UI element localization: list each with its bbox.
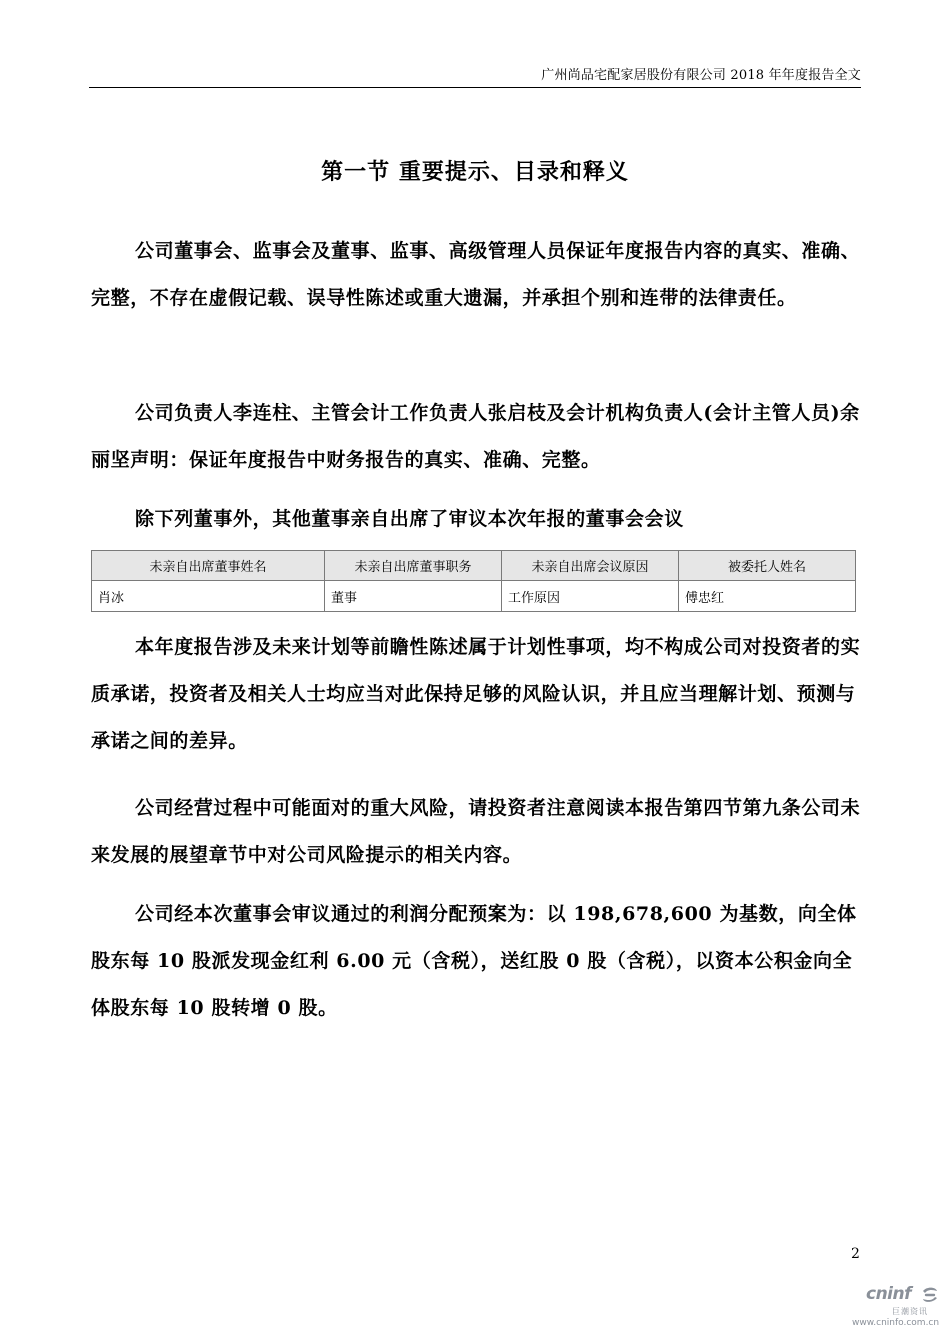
logo-url: www.cninfo.com.cn	[852, 1318, 940, 1328]
paragraph-risk-notice: 公司经营过程中可能面对的重大风险，请投资者注意阅读本报告第四节第九条公司未来发展的展望章节中对公司风险提示的相关内容。	[91, 797, 861, 866]
running-title: 广州尚品宅配家居股份有限公司 2018 年年度报告全文	[541, 68, 861, 83]
column-header-absent-director-name: 未亲自出席董事姓名	[92, 551, 325, 581]
logo-subtitle: 巨潮资讯	[892, 1307, 928, 1316]
column-header-absent-director-position: 未亲自出席董事职务	[325, 551, 502, 581]
column-header-proxy-name: 被委托人姓名	[679, 551, 856, 581]
absent-directors-table	[91, 550, 856, 612]
paragraph-financial-statement-declaration: 公司负责人李连柱、主管会计工作负责人张启枝及会计机构负责人(会计主管人员)余丽坚声明：保证年度报告中财务报告的真实、准确、完整。	[91, 402, 860, 471]
cninfo-swirl-icon	[920, 1286, 940, 1304]
cell-absence-reason: 工作原因	[502, 581, 679, 612]
page-number: 2	[851, 1246, 860, 1262]
table-header-row	[92, 551, 856, 581]
cninfo-watermark-logo	[852, 1284, 948, 1336]
table-row	[92, 581, 856, 612]
logo-brand-text: cninf	[866, 1284, 912, 1304]
section-title: 第一节 重要提示、目录和释义	[321, 159, 629, 185]
paragraph-absent-directors-intro: 除下列董事外，其他董事亲自出席了审议本次年报的董事会会议	[135, 508, 684, 530]
cell-director-position: 董事	[325, 581, 502, 612]
paragraph-forward-looking-disclaimer: 本年度报告涉及未来计划等前瞻性陈述属于计划性事项，均不构成公司对投资者的实质承诺，投资者及相关人士均应当对此保持足够的风险认识，并且应当理解计划、预测与承诺之间的差异。	[91, 636, 861, 752]
cell-proxy-name: 傅忠红	[679, 581, 856, 612]
cell-director-name: 肖冰	[92, 581, 325, 612]
paragraph-responsibility-statement: 公司董事会、监事会及董事、监事、高级管理人员保证年度报告内容的真实、准确、完整，不存在虚假记载、误导性陈述或重大遗漏，并承担个别和连带的法律责任。	[91, 240, 861, 309]
paragraph-profit-distribution: 公司经本次董事会审议通过的利润分配预案为：以 198,678,600 为基数，向全体股东每 10 股派发现金红利 6.00 元（含税），送红股 0 股（含税），以资本公积金向全体股东每 10 股转增 0 股。	[91, 903, 857, 1019]
column-header-absence-reason: 未亲自出席会议原因	[502, 551, 679, 581]
header-divider	[89, 87, 861, 88]
